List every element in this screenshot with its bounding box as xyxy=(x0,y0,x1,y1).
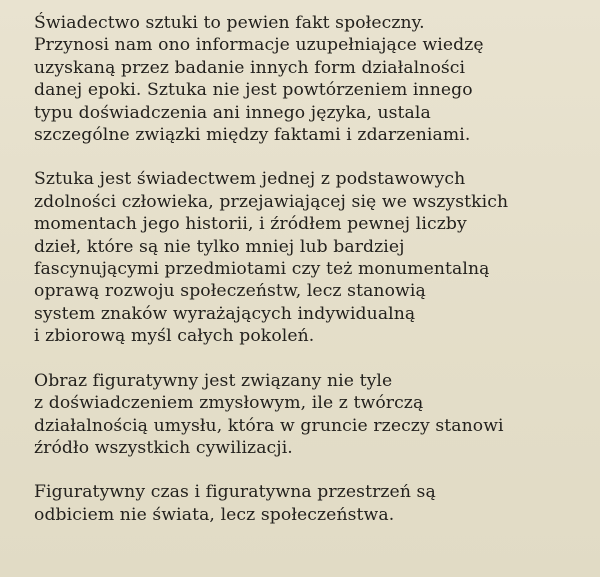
text-line: momentach jego historii, i źródłem pewnej liczby xyxy=(34,214,467,235)
text-line: uzyskaną przez badanie innych form działalności xyxy=(34,57,466,78)
paragraph-4 xyxy=(34,481,594,526)
text-line: odbiciem nie świata, lecz społeczeństwa. xyxy=(34,504,395,525)
paragraph-2 xyxy=(34,168,594,347)
text-line: Świadectwo sztuki to pewien fakt społeczny. xyxy=(34,13,425,33)
text-line: Figuratywny czas i figuratywna przestrzeń są xyxy=(34,482,436,503)
text-line: szczególne związki między faktami i zdarzeniami. xyxy=(34,125,471,146)
text-line: typu doświadczenia ani innego języka, ustala xyxy=(34,102,431,123)
text-line: Sztuka jest świadectwem jednej z podstawowych xyxy=(34,169,466,190)
text-line: Przynosi nam ono informacje uzupełniające wiedzę xyxy=(34,35,484,56)
text-line: Obraz figuratywny jest związany nie tyle xyxy=(34,370,393,391)
paragraph-3 xyxy=(34,370,594,460)
page-text xyxy=(34,12,594,548)
text-line: i zbiorową myśl całych pokoleń. xyxy=(34,326,315,347)
text-line: dzieł, które są nie tylko mniej lub bardziej xyxy=(34,236,405,257)
paragraph-1 xyxy=(34,12,594,146)
text-line: zdolności człowieka, przejawiającej się we wszystkich xyxy=(34,191,509,212)
text-line: danej epoki. Sztuka nie jest powtórzeniem innego xyxy=(34,80,473,101)
text-line: z doświadczeniem zmysłowym, ile z twórczą xyxy=(34,393,424,414)
text-line: oprawą rozwoju społeczeństw, lecz stanowią xyxy=(34,281,426,302)
text-line: źródło wszystkich cywilizacji. xyxy=(34,437,293,458)
text-line: system znaków wyrażających indywidualną xyxy=(34,303,416,324)
text-line: działalnością umysłu, która w gruncie rzeczy stanowi xyxy=(34,415,504,436)
text-line: fascynującymi przedmiotami czy też monumentalną xyxy=(34,259,490,280)
